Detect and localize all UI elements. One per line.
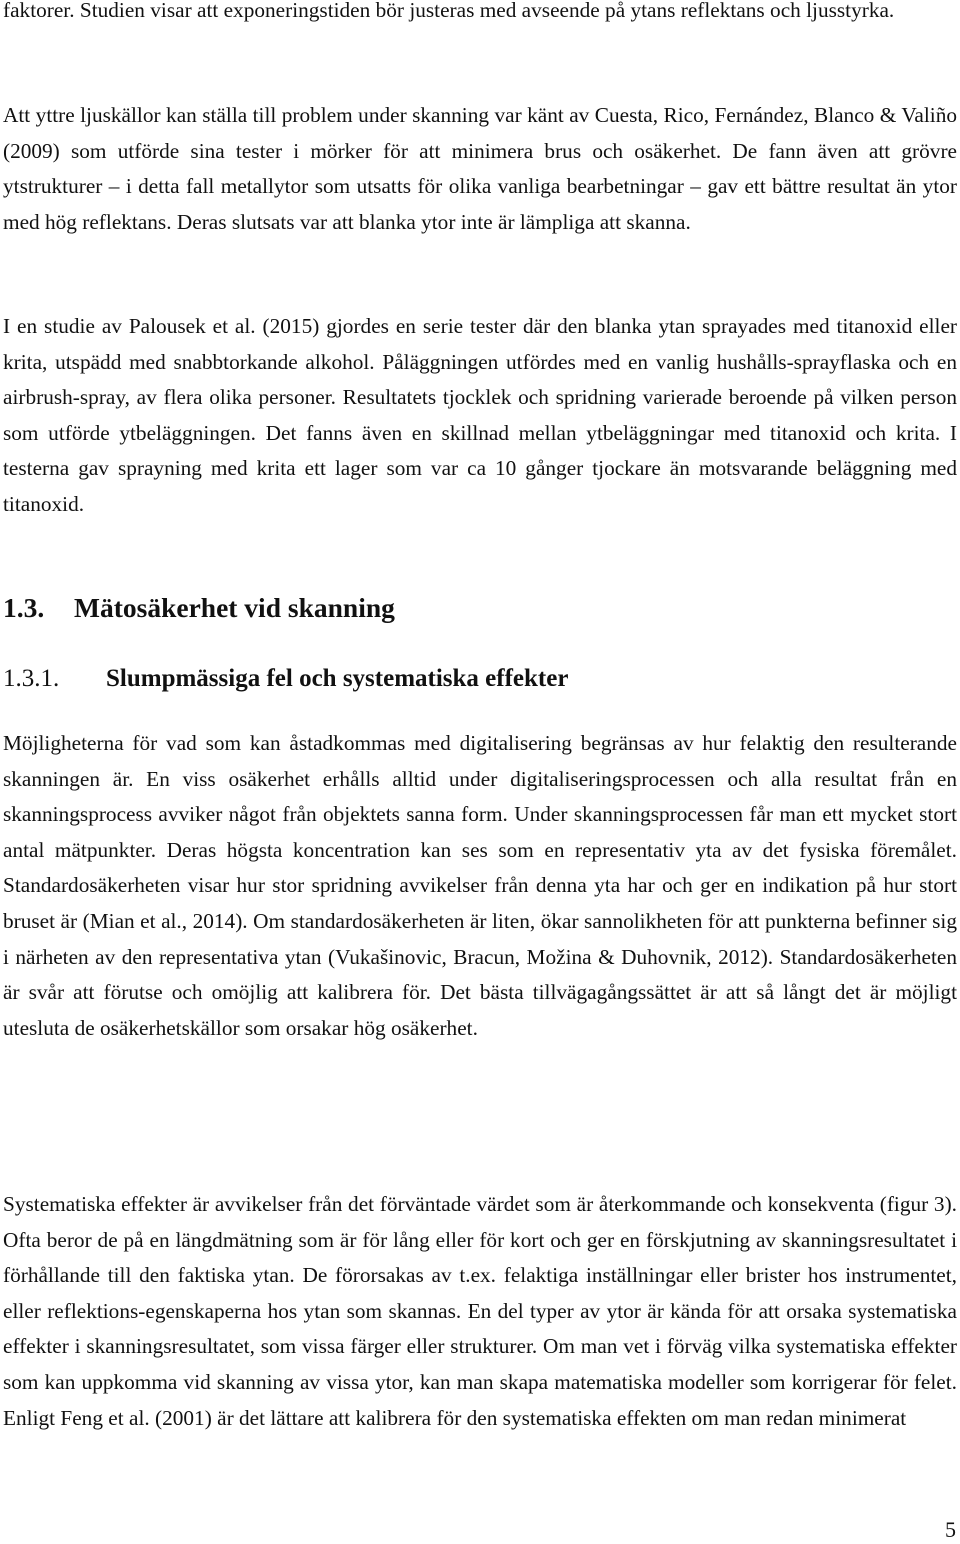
subsection-number: 1.3.1. (3, 665, 60, 692)
paragraph-exposure-continuation: faktorer. Studien visar att exponeringstiden bör justeras med avseende på ytans reflektans och ljusstyrka. (3, 0, 895, 22)
section-number: 1.3. (3, 592, 45, 623)
paragraph-external-light: Att yttre ljuskällor kan ställa till problem under skanning var känt av Cuesta, Rico, Fernández, Blanco & Valiño (2009) som utförde sina tester i mörker för att minimera brus och osäkerhet. De fann även att grövre ytstrukturer – i detta fall metallytor som utsatts för olika vanliga bearbetningar – gav ett bättre resultat än ytor med hög reflektans. Deras slutsats var att blanka ytor inte är lämpliga att skanna. (3, 103, 957, 234)
section-heading (3, 588, 395, 628)
paragraph-palousek-study: I en studie av Palousek et al. (2015) gjordes en serie tester där den blanka ytan sprayades med titanoxid eller krita, utspädd med snabbtorkande alkohol. Påläggningen utfördes med en vanlig hushålls-sprayflaska och en airbrush-spray, av flera olika personer. Resultatets tjocklek och spridning varierade beroende på vilken person som utförde ytbeläggningen. Det fanns även en skillnad mellan ytbeläggningar med titanoxid och krita. I testerna gav sprayning med krita ett lager som var ca 10 gånger tjockare än motsvarande beläggning med titanoxid. (3, 314, 957, 516)
section-title: Mätosäkerhet vid skanning (74, 592, 395, 623)
page-number: 5 (945, 1517, 956, 1542)
paragraph-systematic-effects: Systematiska effekter är avvikelser från det förväntade värdet som är återkommande och konsekventa (figur 3). Ofta beror de på en längdmätning som är för lång eller för kort och ger en förskjutning av skanningsresultatet i förhållande till den faktiska ytan. De förorsakas av t.ex. felaktiga inställningar eller brister hos instrumentet, eller reflektions-egenskaperna hos ytan som skannas. En del typer av ytor är kända för att orsaka systematiska effekter i skanningsresultatet, som vissa färger eller strukturer. Om man vet i förväg vilka systematiska effekter som kan uppkomma vid skanning av vissa ytor, kan man skapa matematiska modeller som korrigerar för felet. Enligt Feng et al. (2001) är det lättare att kalibrera för den systematiska effekten om man redan minimerat (3, 1192, 957, 1430)
subsection-title: Slumpmässiga fel och systematiska effekter (106, 665, 569, 692)
paragraph-random-errors: Möjligheterna för vad som kan åstadkommas med digitalisering begränsas av hur felaktig den resulterande skanningen är. En viss osäkerhet erhålls alltid under digitaliseringsprocessen och alla resultat från en skanningsprocess avviker något från objektets sanna form. Under skanningsprocessen får man ett mycket stort antal mätpunkter. Deras högsta koncentration kan ses som en representativ yta av det fysiska föremålet. Standardosäkerheten visar hur stor spridning avvikelser från denna yta har och ger en indikation på hur stort bruset är (Mian et al., 2014). Om standardosäkerheten är liten, ökar sannolikheten för att punkterna befinner sig i närheten av den representativa ytan (Vukašinovic, Bracun, Možina & Duhovnik, 2012). Standardosäkerheten är svår att förutse och omöjlig att kalibrera för. Det bästa tillvägagångssättet är att så långt det är möjligt utesluta de osäkerhetskällor som orsakar hög osäkerhet. (3, 731, 957, 1040)
subsection-heading (3, 660, 568, 698)
